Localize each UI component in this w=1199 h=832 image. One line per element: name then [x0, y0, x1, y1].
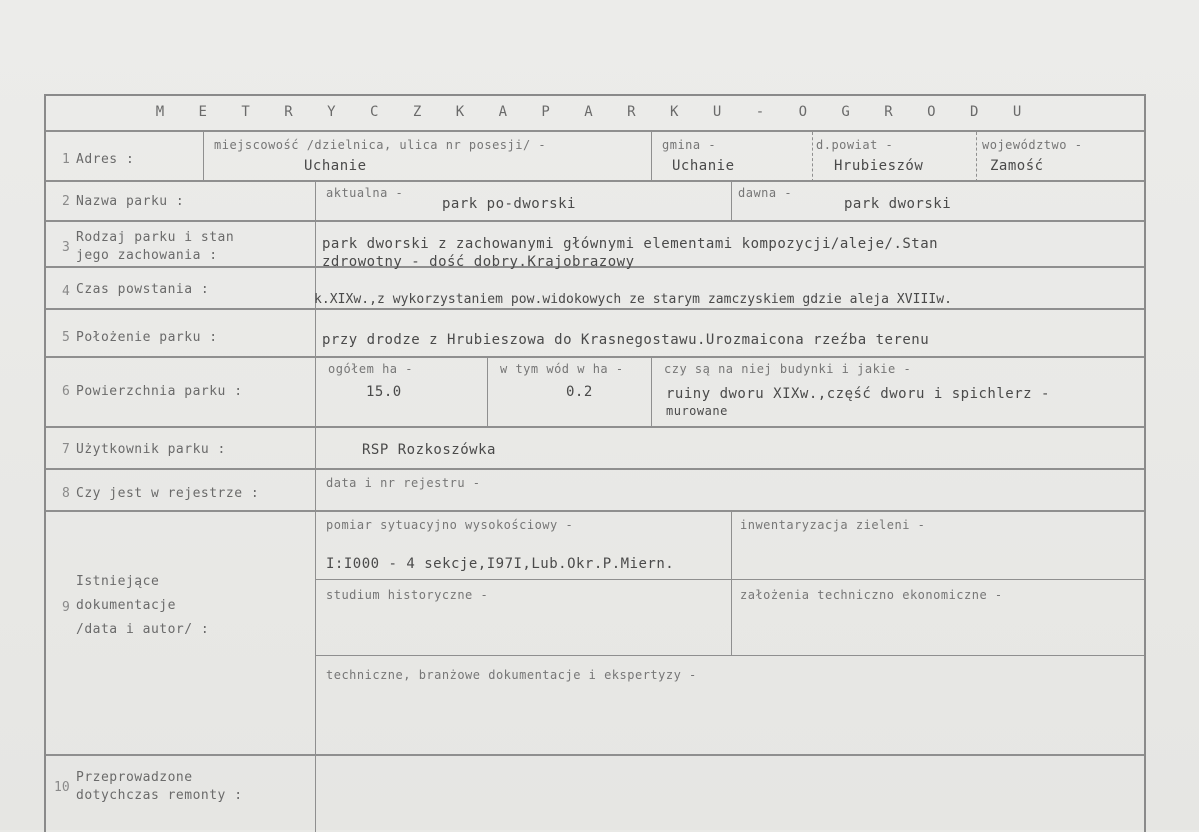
repairs-label-line-1: Przeprowadzone	[76, 770, 193, 785]
history-label: studium historyczne -	[326, 588, 489, 602]
technical-docs-label: techniczne, branżowe dokumentacje i ekspertyzy -	[326, 668, 697, 682]
total-area-label: ogółem ha -	[328, 362, 413, 376]
current-name-value: park po-dworski	[442, 196, 576, 212]
documentation-label-line-1: Istniejące	[76, 574, 160, 589]
survey-value: I:I000 - 4 sekcje,I97I,Lub.Okr.P.Miern.	[326, 556, 675, 572]
row-number: 10	[54, 780, 70, 795]
park-type-value-line-2: zdrowotny - dość dobry.Krajobrazowy	[322, 254, 635, 270]
origin-date-value: k.XIXw.,z wykorzystaniem pow.widokowych ze starym zamczyskiem gdzie aleja XVIIIw.	[314, 292, 953, 307]
row-number: 7	[62, 442, 70, 457]
location-label: Położenie parku :	[76, 330, 218, 345]
title-cell	[46, 96, 1144, 132]
buildings-value-line-2: murowane	[666, 404, 728, 418]
row-number: 1	[62, 152, 70, 167]
current-name-label: aktualna -	[326, 186, 404, 200]
documentation-label-line-2: dokumentacje	[76, 598, 176, 613]
form-title: M E T R Y C Z K A P A R K U - O G R O D U	[155, 104, 1035, 120]
water-area-value: 0.2	[566, 384, 593, 400]
water-area-label: w tym wód w ha -	[500, 362, 624, 376]
origin-date-label: Czas powstania :	[76, 282, 210, 297]
former-name-value: park dworski	[844, 196, 952, 212]
powiat-value: Hrubieszów	[834, 158, 924, 174]
row-number: 2	[62, 194, 70, 209]
register-date-label: data i nr rejestru -	[326, 476, 481, 490]
gmina-label: gmina -	[662, 138, 717, 152]
gmina-value: Uchanie	[672, 158, 735, 174]
row-number: 6	[62, 384, 70, 399]
park-type-value-line-1: park dworski z zachowanymi głównymi elementami kompozycji/aleje/.Stan	[322, 236, 939, 252]
tech-econ-label: założenia techniczno ekonomiczne -	[740, 588, 1003, 602]
address-divider	[812, 132, 813, 182]
location-value: przy drodze z Hrubieszowa do Krasnegostawu.Urozmaicona rzeźba terenu	[322, 332, 930, 348]
address-label: Adres :	[76, 152, 135, 167]
locality-label: miejscowość /dzielnica, ulica nr posesji/ -	[214, 138, 547, 152]
user-value: RSP Rozkoszówka	[362, 442, 496, 458]
voivodeship-value: Zamość	[990, 158, 1044, 174]
user-label: Użytkownik parku :	[76, 442, 226, 457]
inventory-label: inwentaryzacja zieleni -	[740, 518, 926, 532]
row-number: 4	[62, 284, 70, 299]
voivodeship-label: województwo -	[982, 138, 1083, 152]
buildings-label: czy są na niej budynki i jakie -	[664, 362, 912, 376]
documentation-label-line-3: /data i autor/ :	[76, 622, 210, 637]
area-label: Powierzchnia parku :	[76, 384, 243, 399]
locality-value: Uchanie	[304, 158, 367, 174]
row-number: 5	[62, 330, 70, 345]
former-name-label: dawna -	[738, 186, 793, 200]
park-record-form	[44, 94, 1146, 832]
row-number: 8	[62, 486, 70, 501]
row-number: 9	[62, 600, 70, 615]
address-divider	[976, 132, 977, 182]
buildings-value-line-1: ruiny dworu XIXw.,część dworu i spichlerz -	[666, 386, 1050, 402]
total-area-value: 15.0	[366, 384, 402, 400]
register-label: Czy jest w rejestrze :	[76, 486, 260, 501]
repairs-label-line-2: dotychczas remonty :	[76, 788, 243, 803]
row-number: 3	[62, 240, 70, 255]
powiat-label: d.powiat -	[816, 138, 894, 152]
park-name-label: Nazwa parku :	[76, 194, 185, 209]
survey-label: pomiar sytuacyjno wysokościowy -	[326, 518, 574, 532]
park-type-label-line-2: jego zachowania :	[76, 248, 218, 263]
park-type-label-line-1: Rodzaj parku i stan	[76, 230, 235, 245]
